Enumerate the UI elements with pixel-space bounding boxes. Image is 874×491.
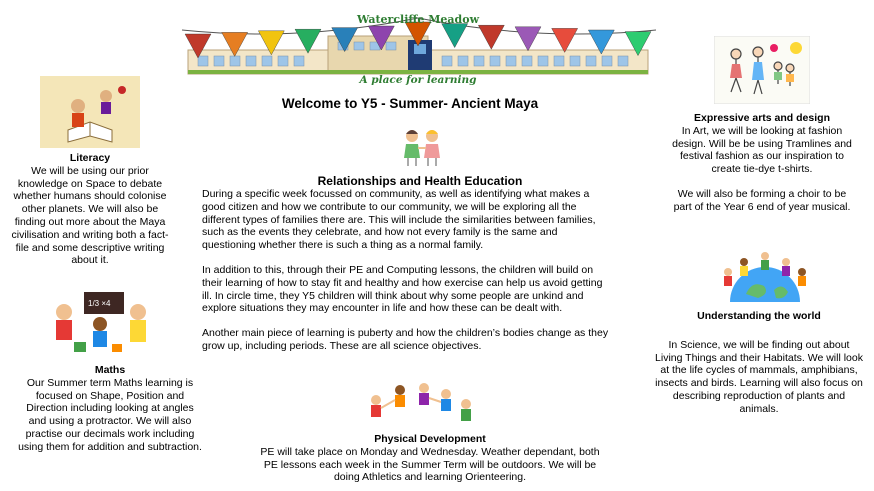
maths-line: focused on Shape, Position and <box>35 389 185 402</box>
children-exercising-illustration <box>366 380 476 428</box>
arts-line: create tie-dye t-shirts. <box>711 163 813 176</box>
literacy-line: finding out more about the Maya <box>14 215 166 228</box>
literacy-image <box>40 76 140 148</box>
reading-children-illustration <box>40 76 140 148</box>
maths-text <box>4 377 216 454</box>
arts-heading: Expressive arts and design <box>694 112 830 124</box>
maths-line: using them for addition and subtraction. <box>18 440 202 453</box>
rhe-paragraph-2 <box>202 264 642 315</box>
school-banner <box>178 12 660 92</box>
arts-text <box>652 125 872 214</box>
literacy-line: civilisation and writing both a fact- <box>11 228 169 241</box>
maths-line: practise our decimals work including <box>25 427 195 440</box>
arts-line: festival fashion as our inspiration to <box>679 150 844 163</box>
rhe-paragraph-3 <box>202 327 642 353</box>
pe-line: doing Athletics and learning Orienteering. <box>333 471 527 484</box>
maths-section <box>4 364 216 454</box>
pe-image <box>366 380 476 428</box>
rhe-line: During a specific week focussed on community, as well as identifying what makes a <box>202 188 590 200</box>
maths-line: Our Summer term Maths learning is <box>26 376 194 389</box>
arts-line: design. Will be be using Tramlines and <box>672 137 852 150</box>
rhe-line: explore situations they may encounter in life and how these can be dealt with. <box>202 302 563 315</box>
maths-image <box>50 290 152 356</box>
rhe-line: In addition to this, through their PE and Computing lessons, the children will build on <box>202 263 594 276</box>
pe-line: PE will take place on Monday and Wednesday. Weather dependant, both <box>260 445 600 458</box>
pe-heading: Physical Development <box>374 433 486 445</box>
literacy-line: knowledge on Space to debate <box>17 177 163 190</box>
bunting-flag <box>442 24 468 48</box>
rhe-image <box>398 128 446 168</box>
page-title: Welcome to Y5 - Summer- Ancient Maya <box>281 96 539 111</box>
world-line: animals. <box>739 402 779 415</box>
world-section <box>644 310 874 416</box>
bunting-flag <box>478 25 504 49</box>
rhe-line: ill. In circle time, they Y5 children will think about why some people are unkind and <box>202 289 584 302</box>
world-heading: Understanding the world <box>697 310 821 322</box>
svg-text:1/3 ×4: 1/3 ×4 <box>88 299 111 308</box>
pe-section <box>220 433 640 484</box>
bunting-flag <box>515 27 541 51</box>
arts-line: part of the Year 6 end of year musical. <box>673 200 851 213</box>
school-tagline: A place for learning <box>359 74 477 86</box>
family-drawing-illustration <box>714 36 810 104</box>
world-image <box>718 250 812 302</box>
arts-section <box>652 112 872 214</box>
pe-text <box>220 446 640 484</box>
arts-image <box>714 36 810 104</box>
rhe-text <box>202 188 642 353</box>
rhe-heading: Relationships and Health Education <box>317 174 523 188</box>
rhe-line: questioning whether there is such a thing as a normal family. <box>202 239 484 252</box>
world-line: describing reproduction of plants and <box>672 389 846 402</box>
maths-heading: Maths <box>94 364 126 376</box>
world-line: In Science, we will be finding out about <box>668 338 850 351</box>
children-around-globe-illustration <box>718 250 812 302</box>
literacy-line: other planets. We will also be <box>21 203 159 216</box>
rhe-line: grow up, including periods. These are all science objectives. <box>202 339 482 352</box>
rhe-line: good citizen and how we contribute to our community, we will be exploring all the <box>202 200 577 213</box>
pe-line: PE lessons each week in the Summer Term will be outdoors. We will be <box>263 458 597 471</box>
world-text <box>644 339 874 416</box>
maths-children-illustration <box>50 290 152 356</box>
literacy-line: file and some descriptive writing <box>15 241 165 254</box>
literacy-text <box>8 165 172 267</box>
arts-line: We will also be forming a choir to be <box>677 187 847 200</box>
arts-line: In Art, we will be looking at fashion <box>681 124 843 137</box>
literacy-line: about it. <box>71 254 109 267</box>
literacy-section <box>8 152 172 267</box>
maths-line: and using a protractor. We will also <box>28 415 192 428</box>
school-name: Watercliffe Meadow <box>356 13 480 26</box>
literacy-line: We will be using our prior <box>31 164 149 177</box>
world-line: Living Things and their Habitats. We will look <box>655 351 863 364</box>
rhe-line: their learning of how to stay fit and healthy and how exercise can help us avoid getting <box>202 276 603 289</box>
maths-line: Direction including looking at angles <box>26 402 194 415</box>
literacy-heading: Literacy <box>69 152 111 164</box>
world-line: at the life cycles of mammals, amphibians, <box>660 364 858 377</box>
rhe-line: such as the events they celebrate, and how not every family is the same and <box>202 226 558 239</box>
friends-holding-hands-illustration <box>398 128 446 168</box>
bunting-flag <box>552 28 578 52</box>
rhe-line: Another main piece of learning is puberty and how the children’s bodies change as they <box>202 327 609 340</box>
rhe-paragraph-1 <box>202 188 642 252</box>
rhe-line: different types of families there are. This will include the similarities between families, <box>202 213 596 226</box>
world-line: insects and birds. Learning will also focus on <box>655 377 863 390</box>
literacy-line: whether humans should colonise <box>13 190 167 203</box>
